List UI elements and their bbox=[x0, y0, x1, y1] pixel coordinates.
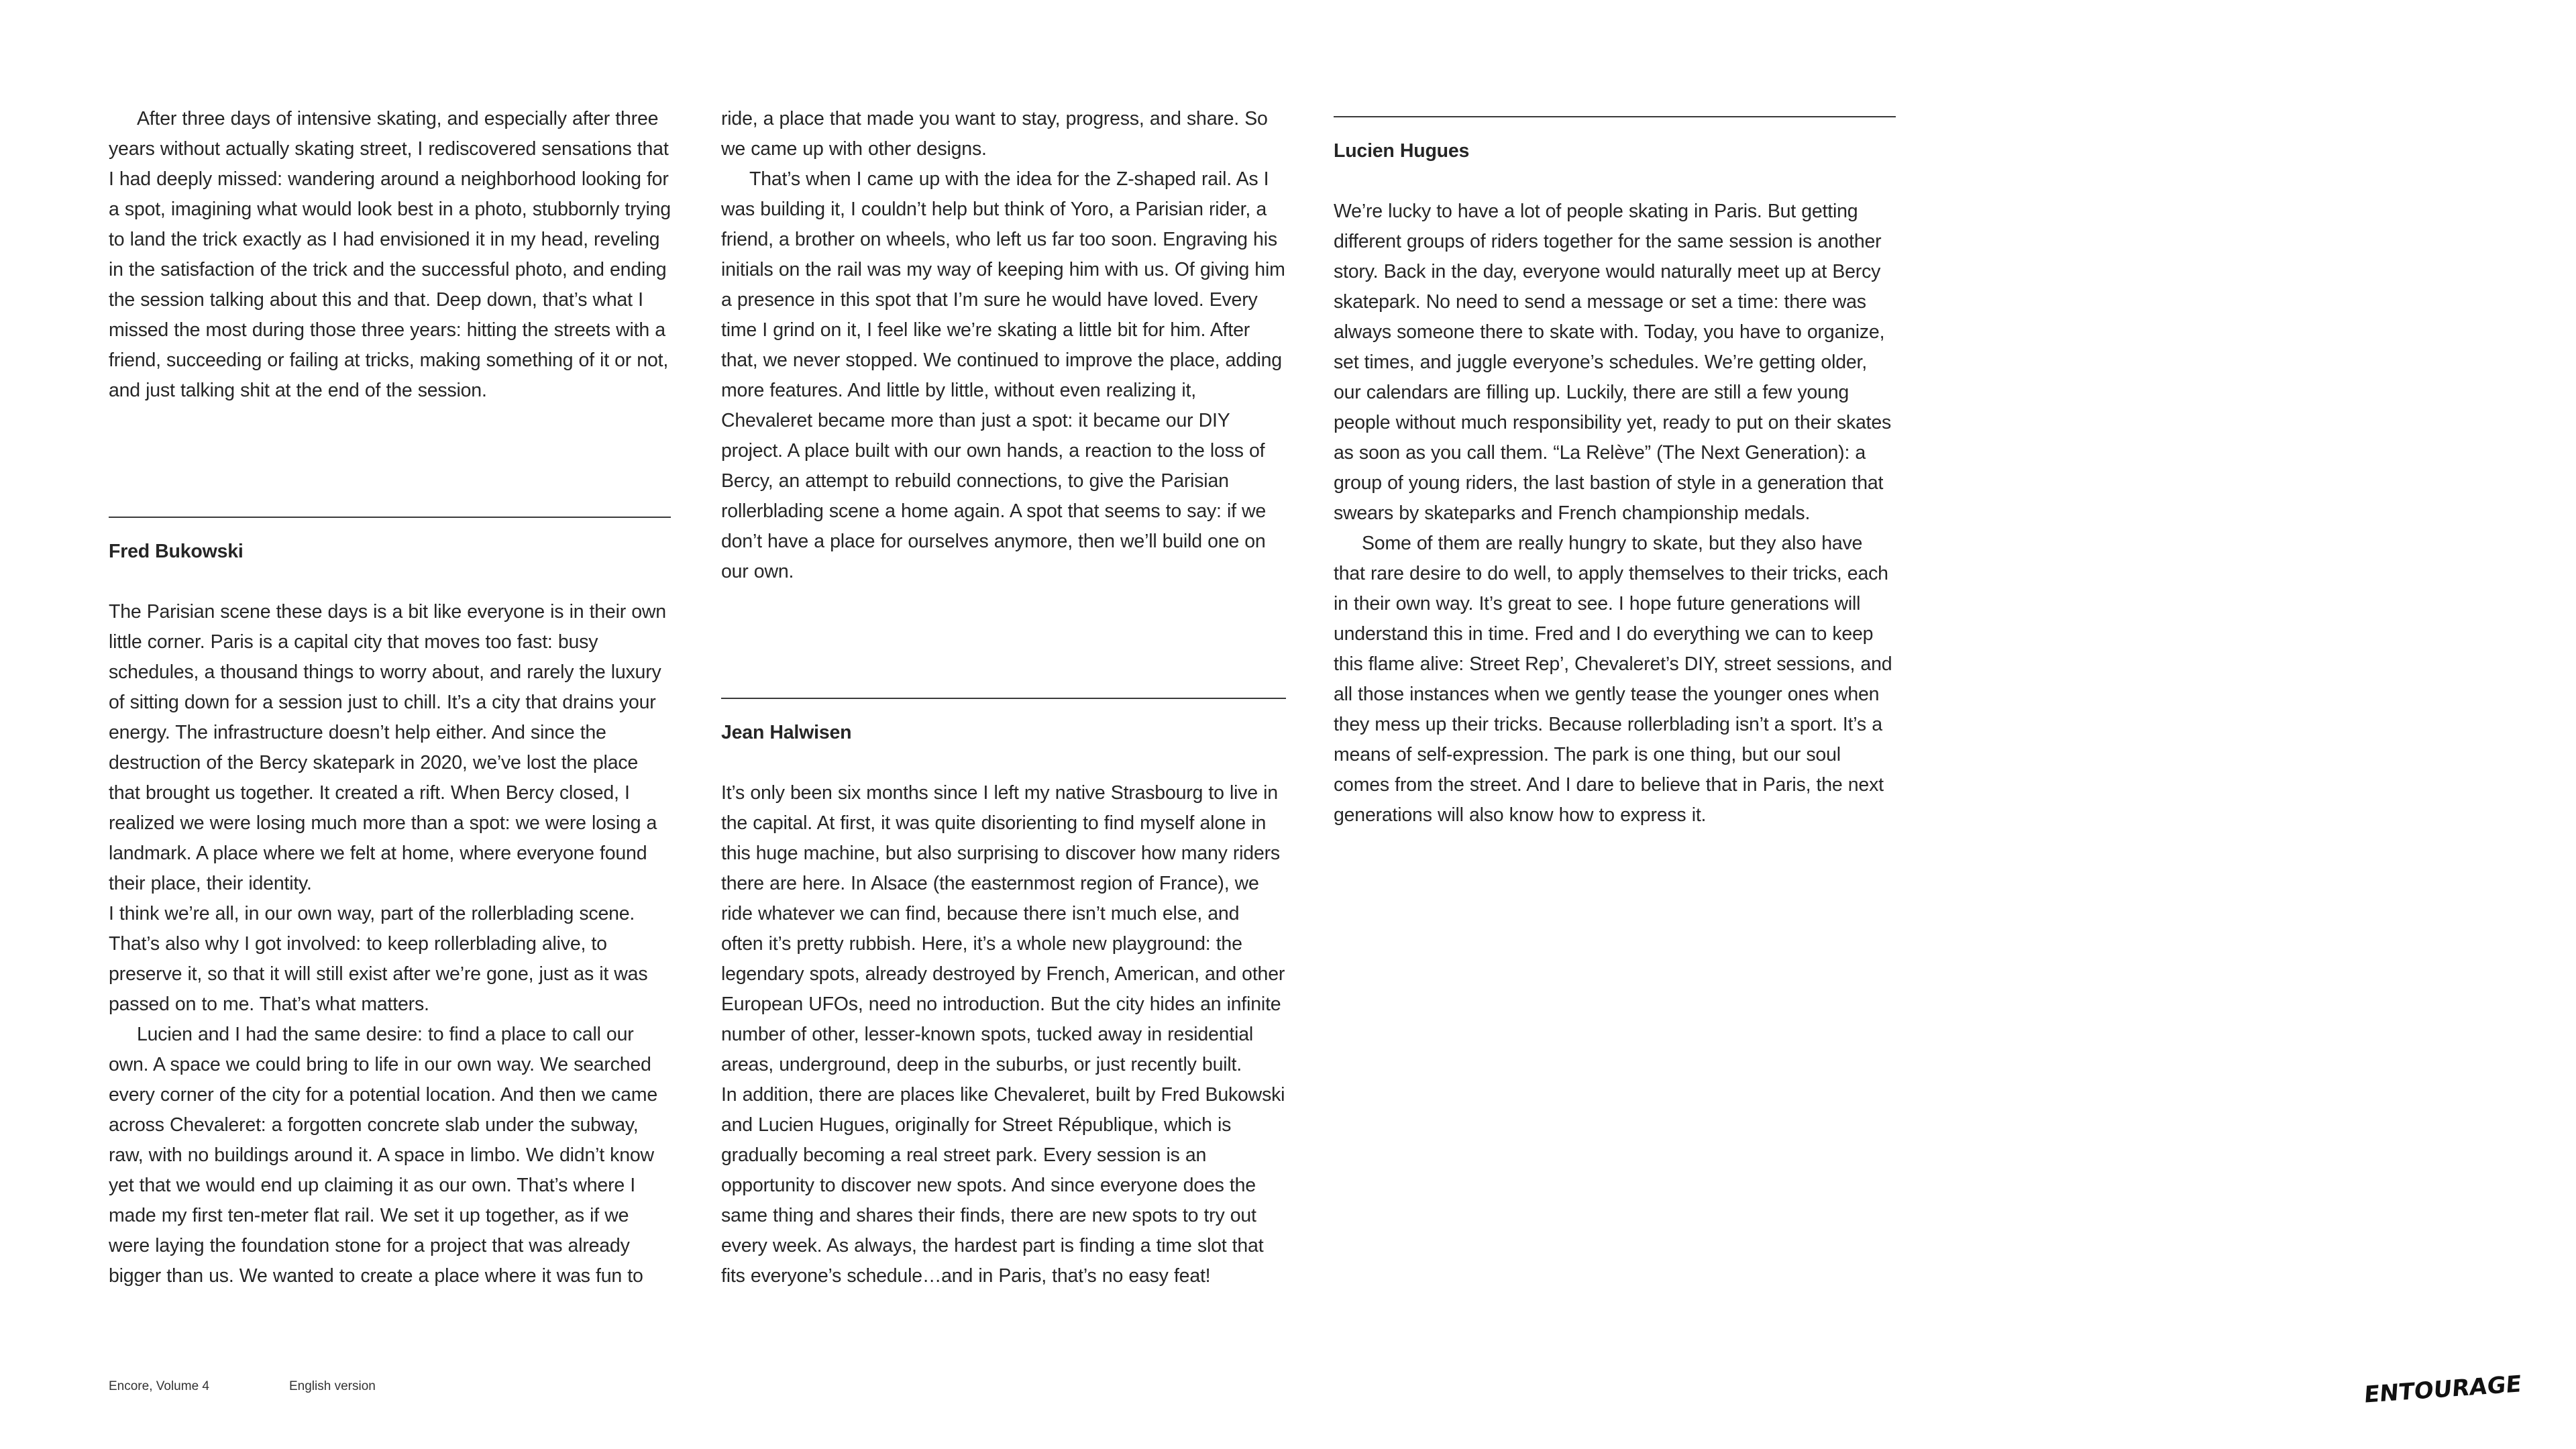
intro-paragraph: That’s when I came up with the idea for the Z-shaped rail. As I was building it, I couldn’t help but think of Yoro, a Parisian rider, a friend, a brother on wheels, who left us far too soon. Engraving his initials on the rail was my way of keeping him with us. Of giving him a presence in this spot that I’m sure he would have loved. Every time I grind on it, I feel like we’re skating a little bit for him. After that, we never stopped. We continued to improve the place, adding more features. And little by little, without even realizing it, Chevaleret became more than just a spot: it became our DIY project. A place built with our own hands, a reaction to the loss of Bercy, an attempt to rebuild connections, to give the Parisian rollerblading scene a home again. A spot that seems to say: if we don’t have a place for ourselves anymore, then we’ll build one on our own. bbox=[721, 168, 1285, 582]
footer-language: English version bbox=[289, 1379, 376, 1393]
section-author-lucien-hugues: Lucien Hugues bbox=[1334, 140, 1470, 162]
text-column-1 bbox=[109, 104, 671, 1291]
section-paragraph: In addition, there are places like Chevaleret, built by Fred Bukowski and Lucien Hugues, originally for Street République, which is gradually becoming a real street park. Every session is an opportunity to discover new spots. And since everyone does the same thing and shares their finds, there are new spots to try out every week. As always, the hardest part is finding a time slot that fits everyone’s schedule…and in Paris, that’s no easy feat! bbox=[721, 1084, 1285, 1287]
footer-publication: Encore, Volume 4 bbox=[109, 1379, 209, 1393]
text-column-2 bbox=[721, 104, 1286, 1291]
section-paragraph: We’re lucky to have a lot of people skating in Paris. But getting different groups of riders together for the same session is another story. Back in the day, everyone would naturally meet up at Bercy skatepark. No need to send a message or set a time: there was always someone there to skate with. Today, you have to organize, set times, and juggle everyone’s schedules. We’re getting older, our calendars are filling up. Luckily, there are still a few young people without much responsibility yet, ready to put on their skates as soon as you call them. “La Relève” (The Next Generation): a group of young riders, the last bastion of style in a generation that swears by skateparks and French championship medals. bbox=[1334, 201, 1892, 524]
section-paragraph: The Parisian scene these days is a bit like everyone is in their own little corner. Paris is a capital city that moves too fast: busy schedules, a thousand things to worry about, and rarely the luxury of sitting down for a session just to chill. It’s a city that drains your energy. The infrastructure doesn’t help either. And since the destruction of the Bercy skatepark in 2020, we’ve lost the place that brought us together. It created a rift. When Bercy closed, I realized we were losing much more than a spot: we were losing a landmark. A place where we felt at home, where everyone found their place, their identity. bbox=[109, 601, 666, 894]
section-paragraph: Lucien and I had the same desire: to find a place to call our own. A space we could bring to life in our own way. We searched every corner of the city for a potential location. And then we came across Chevaleret: a forgotten concrete slab under the subway, raw, with no buildings around it. A space in limbo. We didn’t know yet that we would end up claiming it as our own. That’s where I made my first ten-meter flat rail. We set it up together, as if we were laying the foundation stone for a project that was already bigger than us. We wanted to create a place where it was fun to bbox=[109, 1024, 657, 1287]
section-author-fred-bukowski: Fred Bukowski bbox=[109, 541, 244, 562]
section-divider bbox=[1334, 116, 1896, 117]
section-divider bbox=[109, 517, 671, 518]
section-paragraph: Some of them are really hungry to skate, but they also have that rare desire to do well, to apply themselves to their tricks, each in their own way. It’s great to see. I hope future generations will understand this in time. Fred and I do everything we can to keep this flame alive: Street Rep’, Chevaleret’s DIY, street sessions, and all those instances when we gently tease the younger ones when they mess up their tricks. Because rollerblading isn’t a sport. It’s a means of self-expression. The park is one thing, but our soul comes from the street. And I dare to believe that in Paris, the next generations will also know how to express it. bbox=[1334, 533, 1892, 826]
text-column-3 bbox=[1334, 104, 1896, 830]
logo-wordmark: ENTOURAGE bbox=[2363, 1371, 2522, 1409]
section-paragraph: I think we’re all, in our own way, part of the rollerblading scene. That’s also why I got involved: to keep rollerblading alive, to preserve it, so that it will still exist after we’re gone, just as it was passed on to me. That’s what matters. bbox=[109, 903, 648, 1015]
intro-paragraph: ride, a place that made you want to stay, progress, and share. So we came up with other designs. bbox=[721, 108, 1268, 160]
section-divider bbox=[721, 698, 1286, 699]
section-paragraph: It’s only been six months since I left my native Strasbourg to live in the capital. At first, it was quite disorienting to find myself alone in this huge machine, but also surprising to discover how many riders there are here. In Alsace (the easternmost region of France), we ride whatever we can find, because there isn’t much else, and often it’s pretty rubbish. Here, it’s a whole new playground: the legendary spots, already destroyed by French, American, and other European UFOs, need no introduction. But the city hides an infinite number of other, lesser-known spots, tucked away in residential areas, underground, deep in the suburbs, or just recently built. bbox=[721, 782, 1285, 1075]
section-author-jean-halwisen: Jean Halwisen bbox=[721, 722, 852, 743]
intro-paragraph: After three days of intensive skating, and especially after three years without actually skating street, I rediscovered sensations that I had deeply missed: wandering around a neighborhood looking for a spot, imagining what would look best in a photo, stubbornly trying to land the trick exactly as I had envisioned it in my head, reveling in the satisfaction of the trick and the successful photo, and ending the session talking about this and that. Deep down, that’s what I missed the most during those three years: hitting the streets with a friend, succeeding or failing at tricks, making something of it or not, and just talking shit at the end of the session. bbox=[109, 108, 671, 401]
entourage-logo-icon bbox=[2363, 1359, 2522, 1419]
